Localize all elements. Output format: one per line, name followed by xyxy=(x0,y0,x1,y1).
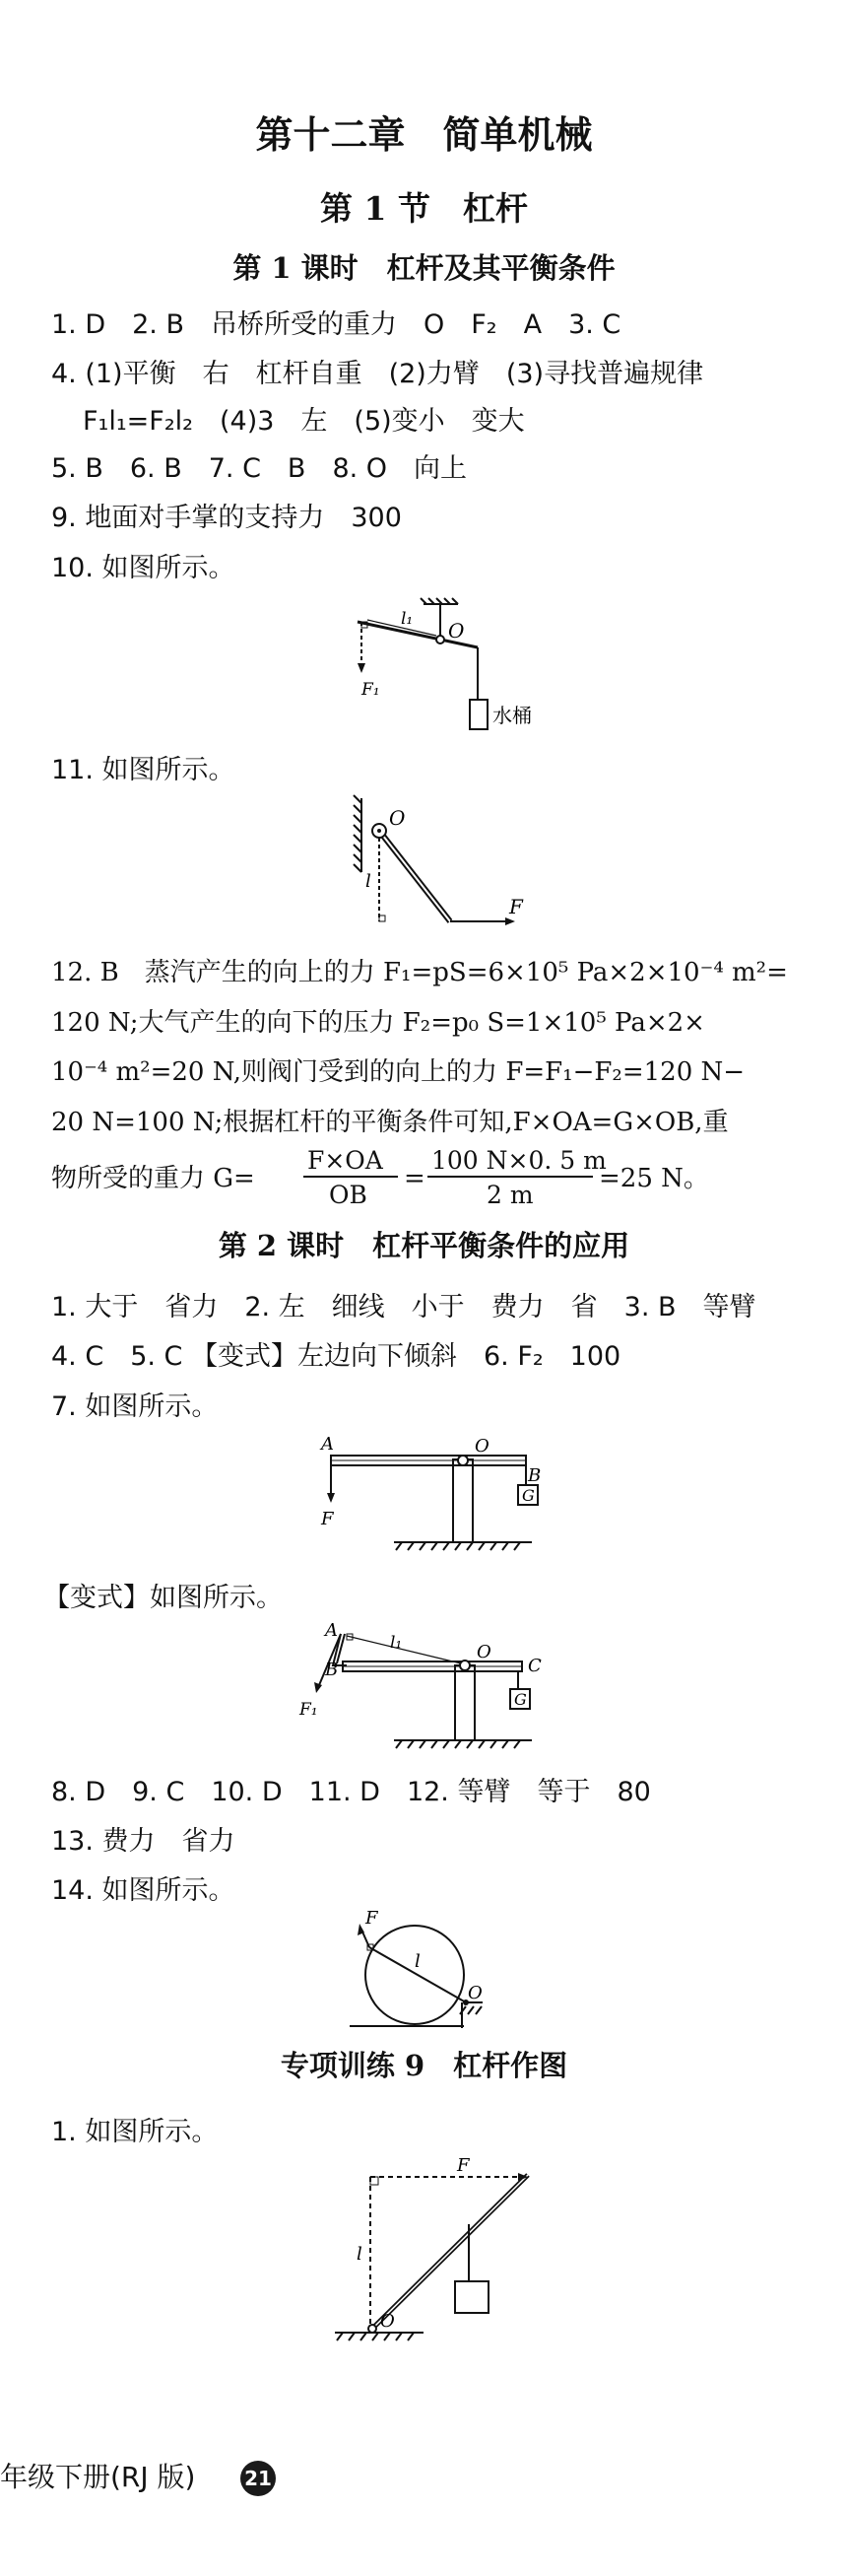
answer-line: 1. 如图所示。 xyxy=(51,2117,219,2147)
figure-10-lever-bucket xyxy=(350,596,566,744)
fig11-label-F: F xyxy=(509,895,523,918)
figs9-label-F: F xyxy=(457,2155,470,2176)
answer-line: 1. D 2. B 吊桥所受的重力 O F₂ A 3. C xyxy=(51,309,621,340)
lesson2-title: 第 2 课时 杠杆平衡条件的应用 xyxy=(218,1229,630,1262)
figvar-label-F1: F₁ xyxy=(299,1700,318,1720)
fig10-label-O: O xyxy=(448,619,465,643)
answer-line: 7. 如图所示。 xyxy=(51,1391,219,1422)
fraction-denominator: 2 m xyxy=(487,1181,534,1209)
fig14-label-O: O xyxy=(468,1983,483,2003)
answer-line: 13. 费力 省力 xyxy=(51,1826,235,1857)
lesson1-title: 第 1 课时 杠杆及其平衡条件 xyxy=(232,251,616,285)
q12-line: 120 N;大气产生的向下的压力 F₂=p₀ S=1×10⁵ Pa×2× xyxy=(51,1008,705,1038)
q12-line: 12. B 蒸汽产生的向上的力 F₁=pS=6×10⁵ Pa×2×10⁻⁴ m²= xyxy=(51,958,788,987)
answer-line: 4. (1)平衡 右 杠杆自重 (2)力臂 (3)寻找普遍规律 xyxy=(51,359,704,389)
q12-line: 20 N=100 N;根据杠杆的平衡条件可知,F×OA=G×OB,重 xyxy=(51,1108,729,1137)
equals-sign: = xyxy=(404,1164,425,1193)
section-title: 第 1 节 杠杆 xyxy=(320,189,528,228)
answer-line: 1. 大于 省力 2. 左 细线 小于 费力 省 3. B 等臂 xyxy=(51,1292,756,1322)
answer-line: 10. 如图所示。 xyxy=(51,553,235,583)
fig11-label-l: l xyxy=(365,871,371,892)
special-title: 专项训练 9 杠杆作图 xyxy=(280,2049,568,2082)
figure-7-crane-lever xyxy=(315,1434,571,1572)
figure-14-wheel-lever xyxy=(350,1908,488,2030)
fraction-denominator: OB xyxy=(329,1181,367,1209)
fraction-bar xyxy=(303,1176,398,1178)
fig14-label-l: l xyxy=(415,1951,421,1972)
result-text: =25 N。 xyxy=(599,1164,709,1193)
figvar-label-B: B xyxy=(325,1660,339,1680)
fig10-label-l1: l₁ xyxy=(401,609,414,629)
figs9-label-l: l xyxy=(357,2244,362,2265)
footer-text: 年级下册(RJ 版) xyxy=(0,2461,196,2493)
answer-line: 5. B 6. B 7. C B 8. O 向上 xyxy=(51,453,468,484)
figvar-label-l1: l₁ xyxy=(390,1633,403,1653)
answer-line: 4. C 5. C 【变式】左边向下倾斜 6. F₂ 100 xyxy=(51,1341,621,1372)
figvar-label-C: C xyxy=(528,1656,542,1676)
q12-line: 10⁻⁴ m²=20 N,则阀门受到的向上的力 F=F₁−F₂=120 N− xyxy=(51,1057,746,1087)
figure-11-valve-lever xyxy=(340,793,556,941)
answer-line: 11. 如图所示。 xyxy=(51,755,235,785)
figvar-label-A: A xyxy=(325,1620,338,1641)
fraction-numerator: 100 N×0. 5 m xyxy=(431,1146,607,1175)
fig7-label-A: A xyxy=(321,1434,334,1455)
figure-special-board-lever xyxy=(335,2155,561,2350)
answer-line: 8. D 9. C 10. D 11. D 12. 等臂 等于 80 xyxy=(51,1777,651,1807)
figvar-label-O: O xyxy=(477,1642,491,1662)
answer-line: 【变式】如图所示。 xyxy=(43,1583,283,1613)
fig7-label-G: G xyxy=(522,1486,535,1505)
figvar-label-G: G xyxy=(514,1690,527,1709)
fraction-numerator: F×OA xyxy=(307,1146,383,1175)
page-number-badge: 21 xyxy=(240,2461,276,2496)
q12-line: 物所受的重力 G= xyxy=(51,1164,255,1193)
fig7-label-B: B xyxy=(528,1465,542,1486)
fraction-bar xyxy=(427,1176,593,1178)
figure-variant-lever xyxy=(295,1620,571,1764)
answer-line: F₁l₁=F₂l₂ (4)3 左 (5)变小 变大 xyxy=(83,406,525,437)
fig10-label-F1: F₁ xyxy=(361,680,380,700)
answer-line: 9. 地面对手掌的支持力 300 xyxy=(51,503,402,533)
fig7-label-F: F xyxy=(321,1509,334,1529)
fig14-label-F: F xyxy=(365,1908,378,1929)
answer-line: 14. 如图所示。 xyxy=(51,1875,235,1906)
fig7-label-O: O xyxy=(475,1436,489,1457)
fig11-label-O: O xyxy=(389,806,406,830)
figs9-label-O: O xyxy=(380,2311,395,2332)
fig10-label-bucket: 水桶 xyxy=(492,704,532,727)
chapter-title: 第十二章 简单机械 xyxy=(255,112,593,157)
